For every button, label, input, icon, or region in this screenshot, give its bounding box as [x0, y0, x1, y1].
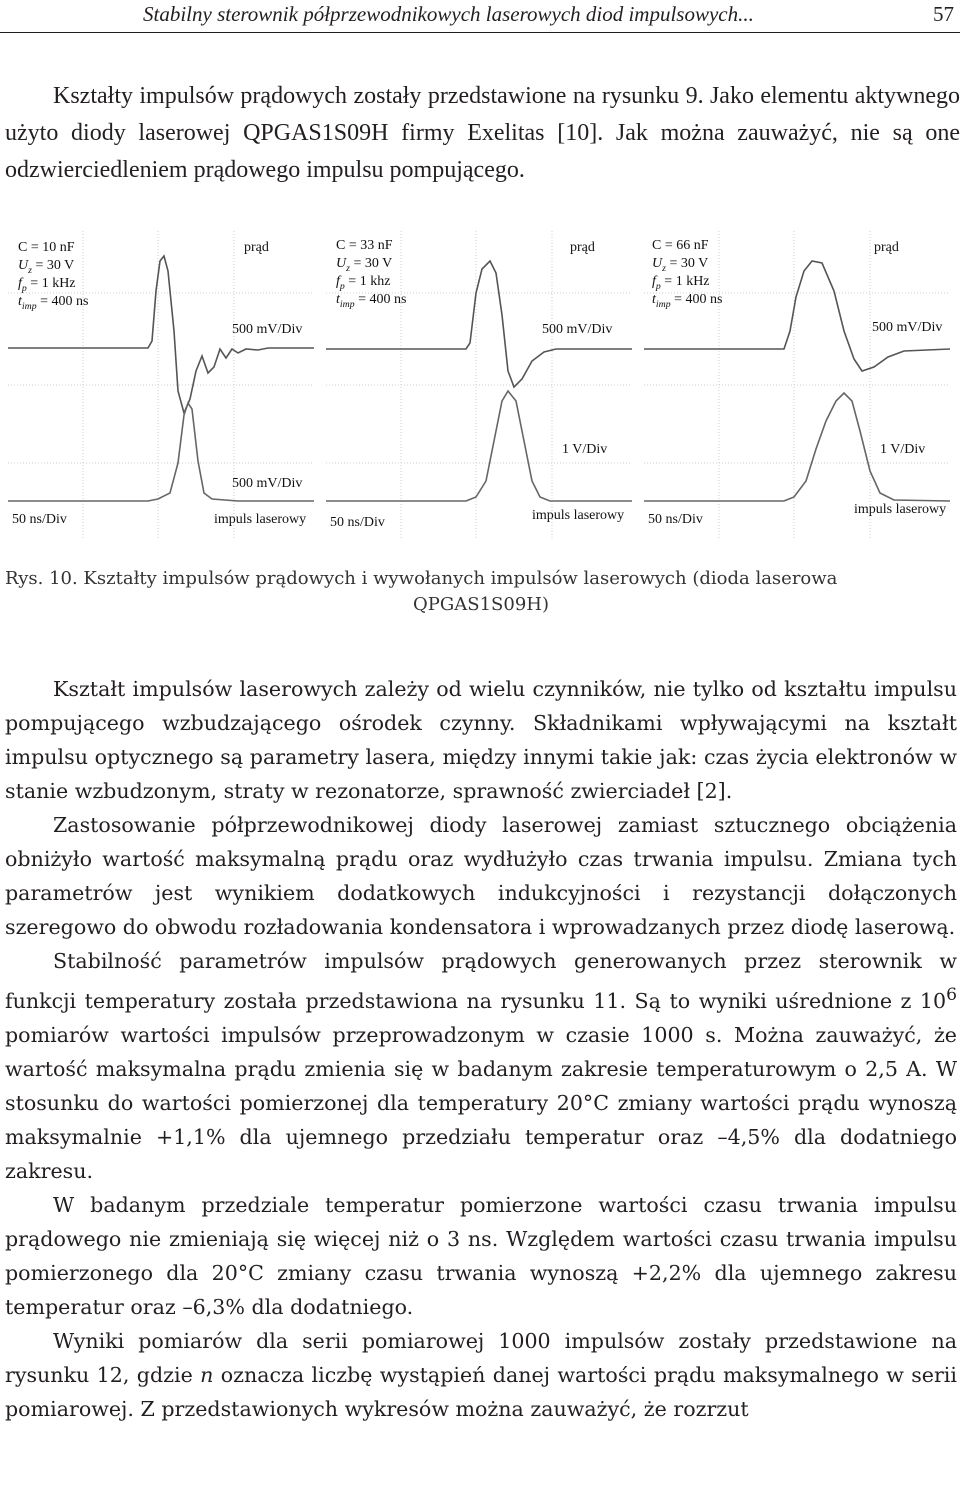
param-uz: $U_z = 30$ V: [336, 256, 393, 274]
running-title: Stabilny sterownik półprzewodnikowych laserowych diod impulsowych...: [143, 2, 754, 26]
param-fp: $f_p = 1$ kHz: [18, 276, 76, 294]
paragraph-1: Kształt impulsów laserowych zależy od wielu czynników, nie tylko od kształtu impulsu pompującego wzbudzającego ośrodek czynny. Składnikami wpływającymi na kształt impulsu optycznego są parametry lasera, między innymi takie jak: czas życia elektronów w stanie wzbudzonym, straty w rezonatorze, sprawność zwierciadeł [2].: [5, 677, 957, 803]
param-timp: $t_{imp} = 400$ ns: [336, 292, 407, 310]
scope-panel-1: [8, 231, 314, 540]
paragraph-4: W badanym przedziale temperatur pomierzone wartości czasu trwania impulsu prądowego nie zmieniają się więcej niż o 3 ns. Względem wartości czasu trwania impulsu pomierzonego dla 20°C zmiany czasu trwania wynoszą +2,2% dla ujemnego zakresu temperatur oraz –6,3% dla dodatniego.: [5, 1192, 957, 1319]
time-scale: 50 ns/Div: [648, 512, 703, 527]
time-scale: 50 ns/Div: [12, 512, 67, 527]
intro-text: [5, 78, 960, 189]
figure-caption: [5, 566, 957, 618]
caption-line-1: Rys. 10. Kształty impulsów prądowych i wywołanych impulsów laserowych (dioda laserowa: [5, 568, 838, 589]
current-label: prąd: [570, 240, 595, 255]
caption-line-2: QPGAS1S09H): [413, 594, 549, 615]
param-uz: $U_z = 30$ V: [652, 256, 709, 274]
param-c: C = 10 nF: [18, 240, 75, 255]
laser-label: impuls laserowy: [854, 502, 947, 517]
laser-scale: 500 mV/Div: [232, 476, 303, 491]
param-c: C = 33 nF: [336, 238, 393, 253]
current-scale: 500 mV/Div: [872, 320, 943, 335]
param-timp: $t_{imp} = 400$ ns: [652, 292, 723, 310]
current-scale: 500 mV/Div: [232, 322, 303, 337]
current-label: prąd: [244, 240, 269, 255]
param-uz: $U_z = 30$ V: [18, 258, 75, 276]
scope-panel-2: [326, 231, 632, 540]
scope-panel-3: [644, 231, 950, 540]
param-c: C = 66 nF: [652, 238, 709, 253]
paragraph-2: Zastosowanie półprzewodnikowej diody laserowej zamiast sztucznego obciążenia obniżyło wartość maksymalną prądu oraz wydłużyło czas trwania impulsu. Zmiana tych parametrów jest wynikiem dodatkowych indukcyjności i rezystancji dołączonych szeregowo do obwodu rozładowania kondensatora i wprowadzanych przez diodę laserową.: [5, 813, 957, 939]
param-fp: $f_p = 1$ khz: [336, 274, 391, 292]
body-text: [5, 672, 957, 1426]
time-scale: 50 ns/Div: [330, 515, 385, 530]
current-label: prąd: [874, 240, 899, 255]
running-header: [0, 0, 960, 33]
laser-scale: 1 V/Div: [880, 442, 926, 457]
laser-label: impuls laserowy: [532, 508, 625, 523]
paragraph-5: Wyniki pomiarów dla serii pomiarowej 1000 impulsów zostały przedstawione na rysunku 12, gdzie n oznacza liczbę wystąpień danej wartości prądu maksymalnego w serii pomiarowej. Z przedstawionych wykresów można zauważyć, że rozrzut: [5, 1328, 957, 1421]
param-fp: $f_p = 1$ kHz: [652, 274, 710, 292]
laser-label: impuls laserowy: [214, 512, 307, 527]
laser-scale: 1 V/Div: [562, 442, 608, 457]
page-number: 57: [933, 2, 954, 26]
current-scale: 500 mV/Div: [542, 322, 613, 337]
paragraph-3: Stabilność parametrów impulsów prądowych generowanych przez sterownik w funkcji temperatury została przedstawiona na rysunku 11. Są to wyniki uśrednione z $10^6$ pomiarów wartości impulsów przeprowadzonym w czasie 1000 s. Można zauważyć, że wartość maksymalna prądu zmienia się w badanym zakresie temperaturowym o 2,5 A. W stosunku do wartości pomierzonej dla temperatury 20°C zmiany wartości prądu wynoszą maksymalnie +1,1% dla ujemnego przedziału temperatur oraz –4,5% dla dodatniego zakresu.: [5, 949, 957, 1183]
intro-paragraph: Kształty impulsów prądowych zostały przedstawione na rysunku 9. Jako elementu aktywnego użyto diody laserowej QPGAS1S09H firmy Exelitas [10]. Jak można zauważyć, nie są one odzwierciedleniem prądowego impulsu pompującego.: [5, 83, 960, 183]
param-timp: $t_{imp} = 400$ ns: [18, 294, 89, 312]
